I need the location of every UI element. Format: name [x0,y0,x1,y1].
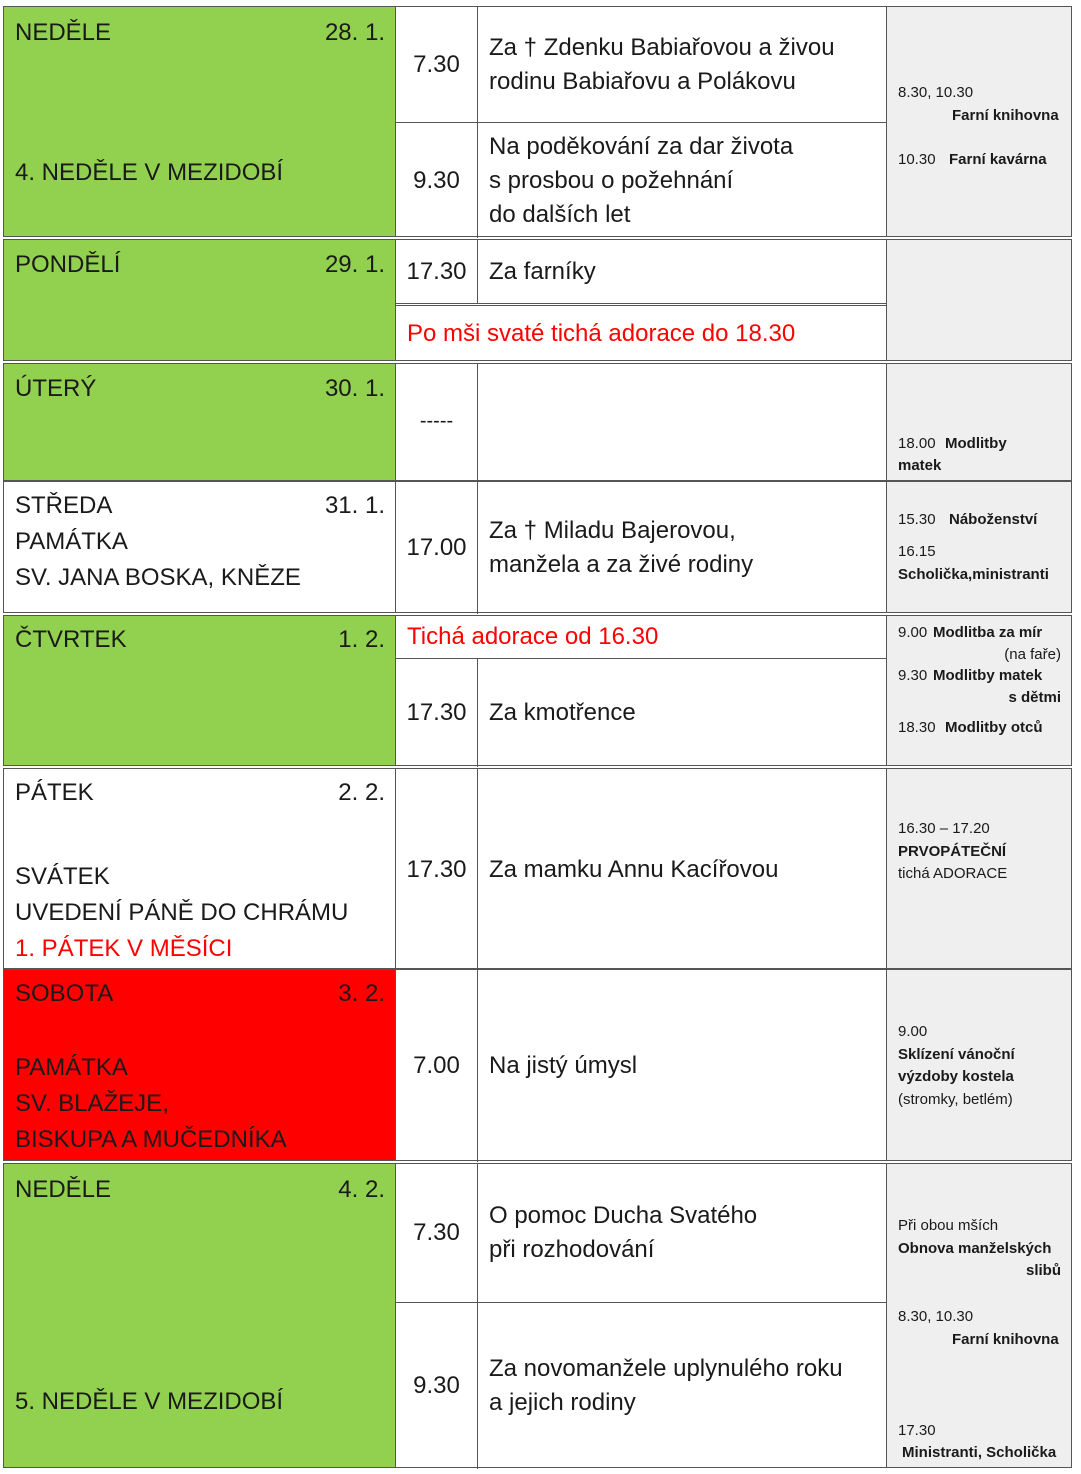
day-date: 31. 1. [324,492,385,519]
mass-intention [478,1164,886,1302]
mass-slot [396,240,886,303]
note-text: Obnova manželských [898,1240,1052,1257]
day-date: 29. 1. [324,251,385,278]
feast-name: 4. NEDĚLE V MEZIDOBÍ [15,159,284,186]
mass-intention [478,123,886,238]
day-sunday-28 [3,6,1072,237]
mass-time: 7.00 [396,970,478,1162]
notes-cell [886,769,1071,968]
note-text: Náboženství [949,511,1038,528]
mass-intention: Za farníky [489,257,596,285]
note-text: slibů [1025,1262,1061,1279]
note-text: Ministranti, Scholička [902,1444,1057,1461]
note-text: Farní kavárna [949,151,1047,168]
intention-line: rodinu Babiařovu a Polákovu [489,67,796,95]
note-text: 16.30 – 17.20 [898,820,990,837]
day-date: 4. 2. [338,1176,385,1203]
intention-line: do dalších let [489,200,631,228]
note-text: Modlitba za mír [933,624,1043,641]
day-header-cell [4,482,396,612]
note-text: PRVOPÁTEČNÍ [898,843,1007,860]
day-header-cell [4,364,396,480]
intention-line: Za † Zdenku Babiařovou a živou [489,33,835,61]
day-tuesday [3,363,1072,481]
note-text: (na faře) [1004,646,1061,663]
note-text: 9.00 [898,1023,928,1040]
day-name: STŘEDA [15,492,113,519]
feast-type: PAMÁTKA [15,1054,128,1081]
note-text: 18.30 [898,719,936,736]
day-header-cell [4,7,396,236]
note-text: 10.30 [898,151,936,168]
mass-slot [396,970,886,1162]
intention-line: O pomoc Ducha Svatého [489,1202,758,1229]
day-header-cell [4,1164,396,1467]
day-name: PÁTEK [15,779,94,806]
mass-time: 7.30 [396,7,478,122]
feast-name: 5. NEDĚLE V MEZIDOBÍ [15,1388,284,1415]
note-text: (stromky, betlém) [898,1091,1013,1108]
feast-name: SV. BLAŽEJE, [15,1090,169,1117]
notes-cell [886,482,1071,612]
mass-time: 17.30 [396,240,478,303]
day-header-cell [4,970,396,1160]
mass-slot [396,123,886,238]
day-date: 28. 1. [324,19,385,46]
intention-line: Za novomanžele uplynulého roku [489,1355,843,1382]
day-saturday [3,969,1072,1161]
mass-intention [478,482,886,614]
day-header-cell [4,240,396,360]
mass-intention [478,364,886,482]
note-text: 17.30 [898,1422,936,1439]
mass-slot [396,1164,886,1302]
notes-cell [886,616,1071,765]
schedule-table [3,6,1072,1468]
day-name: PONDĚLÍ [15,251,121,278]
note-text: 9.00 [898,624,928,641]
mass-time: 9.30 [396,1303,478,1469]
day-header-cell [4,769,396,968]
day-thursday [3,615,1072,766]
note-text: tichá ADORACE [898,865,1008,882]
feast-name: UVEDENÍ PÁNĚ DO CHRÁMU [15,899,349,926]
intention-line: při rozhodování [489,1236,655,1263]
adoration-note: Po mši svaté tichá adorace do 18.30 [407,320,796,347]
note-text: matek [898,457,942,474]
note-text: Sklízení vánoční [898,1046,1015,1063]
note-text: Při obou mších [898,1217,999,1234]
note-text: 16.15 [898,543,936,560]
mass-slot [396,659,886,767]
intention-line: Za † Miladu Bajerovou, [489,517,736,544]
note-text: výzdoby kostela [898,1068,1014,1085]
notes-cell [886,970,1071,1160]
day-wednesday [3,481,1072,613]
mass-slot [396,364,886,482]
day-name: ÚTERÝ [15,375,97,402]
mass-time: ----- [396,364,478,482]
feast-name: BISKUPA A MUČEDNÍKA [15,1126,287,1153]
note-text: Modlitby [945,435,1007,452]
mass-intention: Na jistý úmysl [489,1052,638,1079]
notes-cell [886,7,1071,236]
note-text: Farní knihovna [952,107,1059,124]
intention-line: Na poděkování za dar života [489,132,794,160]
note-text: Farní knihovna [952,1331,1059,1348]
mass-intention: Za mamku Annu Kacířovou [489,855,779,883]
intention-line: a jejich rodiny [489,1389,636,1416]
mass-intention: Za kmotřence [489,699,636,726]
note-text: 9.30 [898,667,928,684]
day-friday [3,768,1072,969]
feast-type: PAMÁTKA [15,528,128,555]
day-date: 2. 2. [338,779,385,806]
note-text: 8.30, 10.30 [898,1308,974,1325]
mass-intention [478,1303,886,1469]
day-name: NEDĚLE [15,1176,112,1203]
note-text: 18.00 [898,435,936,452]
note-text: 8.30, 10.30 [898,84,974,101]
mass-slot [396,7,886,122]
mass-slot [396,482,886,614]
mass-time: 17.30 [396,659,478,767]
mass-intention [478,7,886,122]
feast-name: SV. JANA BOSKA, KNĚZE [15,564,301,591]
notes-cell [886,364,1071,480]
day-date: 30. 1. [324,375,385,402]
intention-line: manžela a za živé rodiny [489,551,754,578]
day-monday [3,239,1072,361]
mass-time: 7.30 [396,1164,478,1302]
notes-cell [886,1164,1071,1467]
mass-slot [396,1303,886,1469]
day-sunday-04 [3,1163,1072,1468]
day-name: NEDĚLE [15,19,112,46]
day-date: 1. 2. [338,626,385,653]
mass-slot [396,769,886,970]
note-text: s dětmi [1008,689,1061,706]
note-text: 15.30 [898,511,936,528]
note-text: Modlitby matek [933,667,1043,684]
intention-line: s prosbou o požehnání [489,166,734,194]
day-header-cell [4,616,396,765]
note-text: Scholička,ministranti [898,566,1049,583]
day-name: ČTVRTEK [15,626,127,653]
day-date: 3. 2. [338,980,385,1007]
mass-time: 9.30 [396,123,478,238]
notes-cell [886,240,1071,360]
feast-type: SVÁTEK [15,863,110,890]
first-friday-label: 1. PÁTEK V MĚSÍCI [15,935,233,962]
note-text: Modlitby otců [945,719,1043,736]
adoration-note: Tichá adorace od 16.30 [407,623,659,650]
day-name: SOBOTA [15,980,114,1007]
mass-time: 17.00 [396,482,478,614]
mass-time: 17.30 [396,769,478,970]
